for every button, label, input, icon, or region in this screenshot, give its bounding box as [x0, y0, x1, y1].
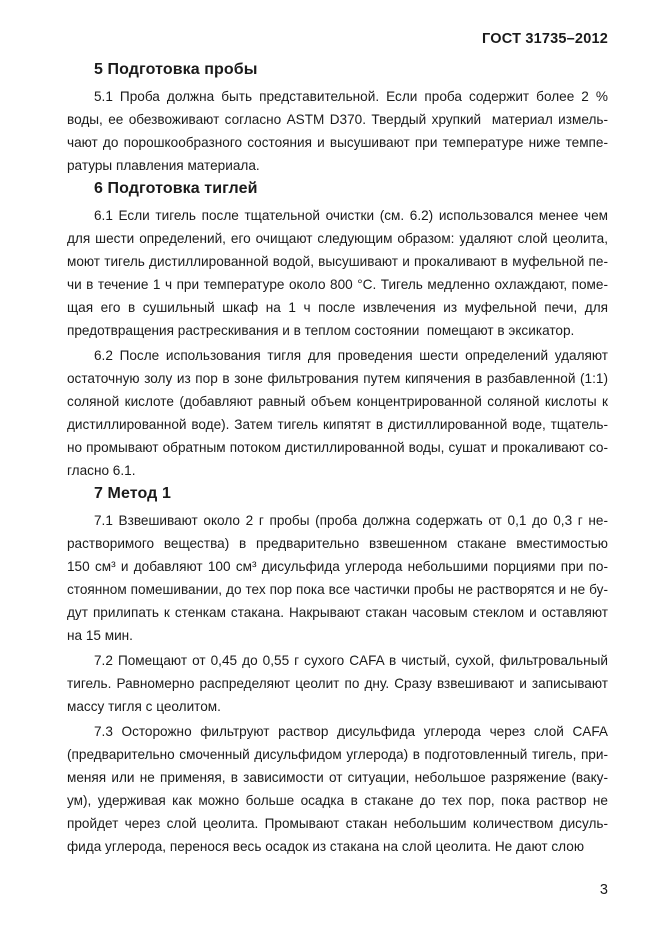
paragraph-line: 150 см³ и добавляют 100 см³ дисульфида углерода небольшими порциями при по-	[67, 559, 608, 574]
paragraph-line: растворимого вещества) в предварительно взвешенном стакане вместимостью	[67, 536, 608, 551]
paragraph-line: 7.3 Осторожно фильтруют раствор дисульфида углерода через слой CAFA	[94, 724, 608, 739]
paragraph-line: тигель. Равномерно распределяют цеолит по дну. Сразу взвешивают и записывают	[67, 676, 608, 691]
paragraph-line: ум), удерживая как можно больше осадка в стакане до тех пор, пока раствор не	[67, 793, 608, 808]
paragraph-line: остаточную золу из пор в зоне фильтрования путем кипячения в разбавленной (1:1)	[67, 371, 608, 386]
paragraph-line: моют тигель дистиллированной водой, высушивают и прокаливают в муфельной пе-	[67, 254, 608, 269]
paragraph-line: 7.1 Взвешивают около 2 г пробы (проба должна содержать от 0,1 до 0,3 г не-	[94, 513, 608, 528]
paragraph-line: массу тигля с цеолитом.	[67, 699, 221, 714]
paragraph-line: 7.2 Помещают от 0,45 до 0,55 г сухого CAFA в чистый, сухой, фильтровальный	[94, 653, 608, 668]
paragraph-line: 6.2 После использования тигля для проведения шести определений удаляют	[94, 348, 608, 363]
paragraph-line: предотвращения растрескивания и в теплом состоянии помещают в эксикатор.	[67, 323, 575, 338]
document-body	[67, 60, 608, 858]
paragraph-line: 5.1 Проба должна быть представительной. Если проба содержит более 2 %	[94, 89, 608, 104]
paragraph-line: фида углерода, перенося весь осадок из стакана на слой цеолита. Не дают слою	[67, 839, 585, 854]
page-header: ГОСТ 31735–2012	[482, 31, 608, 47]
paragraph	[67, 720, 608, 858]
section-heading: 5 Подготовка пробы	[94, 61, 258, 78]
paragraph-line: стоянном помешивании, до тех пор пока все частички пробы не растворятся и не бу-	[67, 582, 608, 597]
paragraph	[67, 509, 608, 647]
paragraph-line: чают до порошкообразного состояния и высушивают при температуре ниже темпе-	[67, 135, 608, 150]
paragraph-line: воды, ее обезвоживают согласно ASTM D370. Твердый хрупкий материал измель-	[67, 112, 608, 127]
paragraph-line: соляной кислоте (добавляют равный объем концентрированной соляной кислоты к	[67, 394, 608, 409]
page-number: 3	[599, 882, 608, 898]
section-heading: 6 Подготовка тиглей	[94, 180, 258, 197]
paragraph-line: чи в течение 1 ч при температуре около 800 °С. Тигель медленно охлаждают, поме-	[67, 277, 608, 292]
paragraph-line: щая его в сушильный шкаф на 1 ч после извлечения из муфельной печи, для	[67, 300, 608, 315]
paragraph-line: на 15 мин.	[67, 628, 133, 643]
paragraph	[67, 344, 608, 482]
paragraph-line: ратуры плавления материала.	[67, 158, 260, 173]
paragraph-line: но промывают обратным потоком дистиллированной воды, сушат и прокаливают со-	[67, 440, 608, 455]
paragraph-line: гласно 6.1.	[67, 463, 136, 478]
paragraph-line: 6.1 Если тигель после тщательной очистки (см. 6.2) использовался менее чем	[94, 208, 608, 223]
paragraph-line: (предварительно смоченный дисульфидом углерода) в подготовленный тигель, при-	[67, 747, 608, 762]
paragraph	[67, 649, 608, 718]
paragraph-line: для шести определений, его очищают следующим образом: удаляют слой цеолита,	[67, 231, 608, 246]
paragraph-line: меняя или не применяя, в зависимости от ситуации, небольшое разряжение (ваку-	[67, 770, 608, 785]
paragraph	[67, 85, 608, 177]
paragraph	[67, 204, 608, 342]
section-heading: 7 Метод 1	[94, 485, 171, 502]
paragraph-line: дут прилипать к стенкам стакана. Накрывают стакан часовым стеклом и оставляют	[67, 605, 608, 620]
paragraph-line: дистиллированной воде). Затем тигель кипятят в дистиллированной воде, тщатель-	[67, 417, 608, 432]
paragraph-line: пройдет через слой цеолита. Промывают стакан небольшим количеством дисуль-	[67, 816, 608, 831]
